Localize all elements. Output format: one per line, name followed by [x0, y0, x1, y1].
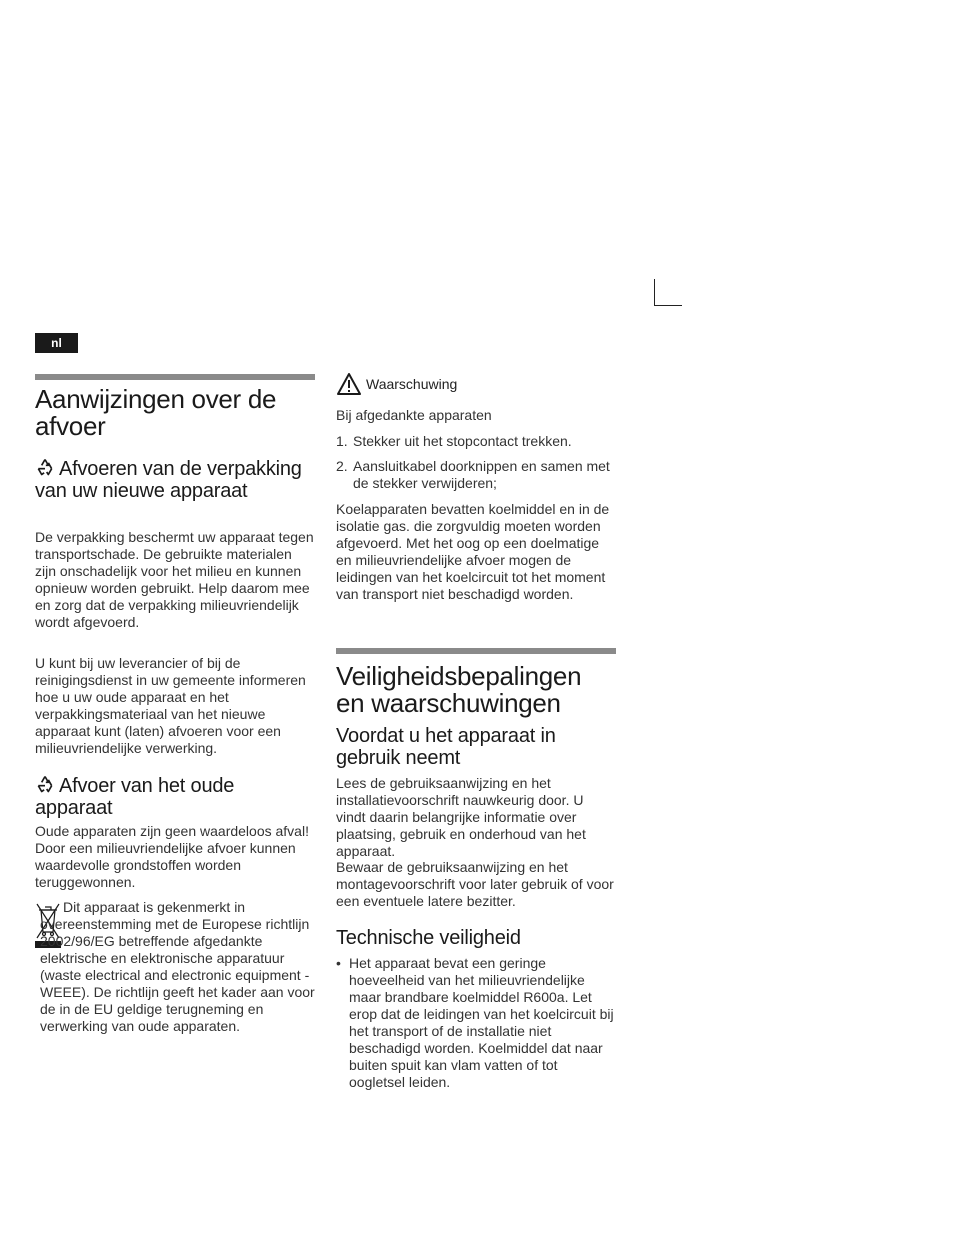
- warning-triangle-icon: [336, 372, 362, 396]
- language-tab: nl: [35, 333, 78, 353]
- old-appliance-paragraph-1: Oude apparaten zijn geen waardeloos afval! Door een milieuvriendelijke afvoer kunnen waardevolle grondstoffen worden teruggewonnen.: [35, 823, 309, 890]
- step-text: Aansluitkabel doorknippen en samen met de stekker verwijderen;: [353, 458, 610, 491]
- warning-steps: [336, 433, 616, 500]
- bullet: •: [336, 955, 341, 971]
- heading-packaging-disposal: [35, 457, 315, 502]
- refrigerant-paragraph: Koelapparaten bevatten koelmiddel en in de isolatie gas. die zorgvuldig moeten worden afgevoerd. Met het oog op een doelmatige en milieuvriendelijke afvoer mogen de leidingen van het koelcircuit tot het moment van transport niet beschadigd worden.: [336, 501, 610, 602]
- warning-label: Waarschuwing: [366, 376, 458, 392]
- heading-technical-safety: Technische veiligheid: [336, 927, 521, 949]
- section-rule-right: [336, 648, 616, 654]
- step-number: 1.: [336, 433, 348, 449]
- list-item: [336, 955, 616, 1091]
- before-use-paragraph-1: Lees de gebruiksaanwijzing en het installatievoorschrift nauwkeurig door. U vindt daarin belangrijke informatie over plaatsing, gebruik en onderhoud van het apparaat.: [336, 775, 586, 859]
- packaging-paragraph-1: De verpakking beschermt uw apparaat tegen transportschade. De gebruikte materialen zijn onschadelijk voor het milieu en kunnen opnieuw worden gebruikt. Help daarom mee en zorg dat de verpakking milieuvriendelijk wordt afgevoerd.: [35, 529, 314, 630]
- recycle-icon: [35, 457, 55, 477]
- list-item-text: Het apparaat bevat een geringe hoeveelheid van het milieuvriendelijke maar brandbare koelmiddel R600a. Let erop dat de leidingen van het koelcircuit bij het transport of de installatie niet beschadigd worden. Koelmiddel dat naar buiten spuit kan vlam vatten of tot oogletsel leiden.: [349, 955, 614, 1090]
- heading-text: Afvoer van het oude apparaat: [35, 775, 235, 819]
- technical-safety-list: [336, 955, 616, 1091]
- heading-text: Afvoeren van de verpakking van uw nieuwe apparaat: [35, 458, 302, 502]
- heading-old-appliance-disposal: [35, 774, 315, 819]
- packaging-paragraph-2: U kunt bij uw leverancier of bij de reinigingsdienst in uw gemeente informeren hoe u uw oude apparaat en het verpakkingsmateriaal van het nieuwe apparaat kunt (laten) afvoeren voor een milieuvriendelijke verwerking.: [35, 655, 306, 756]
- recycle-icon: [35, 774, 55, 794]
- section-rule-left: [35, 374, 315, 380]
- step-text: Stekker uit het stopcontact trekken.: [353, 433, 572, 449]
- page-title-disposal: Aanwijzingen over de afvoer: [35, 384, 277, 441]
- heading-before-use: Voordat u het apparaat in gebruik neemt: [336, 725, 556, 769]
- crop-mark: [654, 279, 682, 306]
- weee-paragraph: [40, 899, 315, 1035]
- list-item: [336, 433, 616, 450]
- step-number: 2.: [336, 458, 348, 474]
- page-title-safety: Veiligheidsbepalingen en waarschuwingen: [336, 661, 582, 718]
- warning-header: [336, 372, 457, 396]
- warning-intro: Bij afgedankte apparaten: [336, 407, 492, 423]
- list-item: [336, 458, 616, 492]
- before-use-paragraph-2: Bewaar de gebruiksaanwijzing en het montagevoorschrift voor later gebruik of voor een eventuele latere bezitter.: [336, 859, 614, 909]
- weee-text: Dit apparaat is gekenmerkt in overeenstemming met de Europese richtlijn 2002/96/EG betreffende afgedankte elektrische en elektronische apparatuur (waste electrical and electronic equipment - WEEE). De richtlijn geeft het kader aan voor de in de EU geldige terugneming en verwerking van oude apparaten.: [40, 899, 315, 1034]
